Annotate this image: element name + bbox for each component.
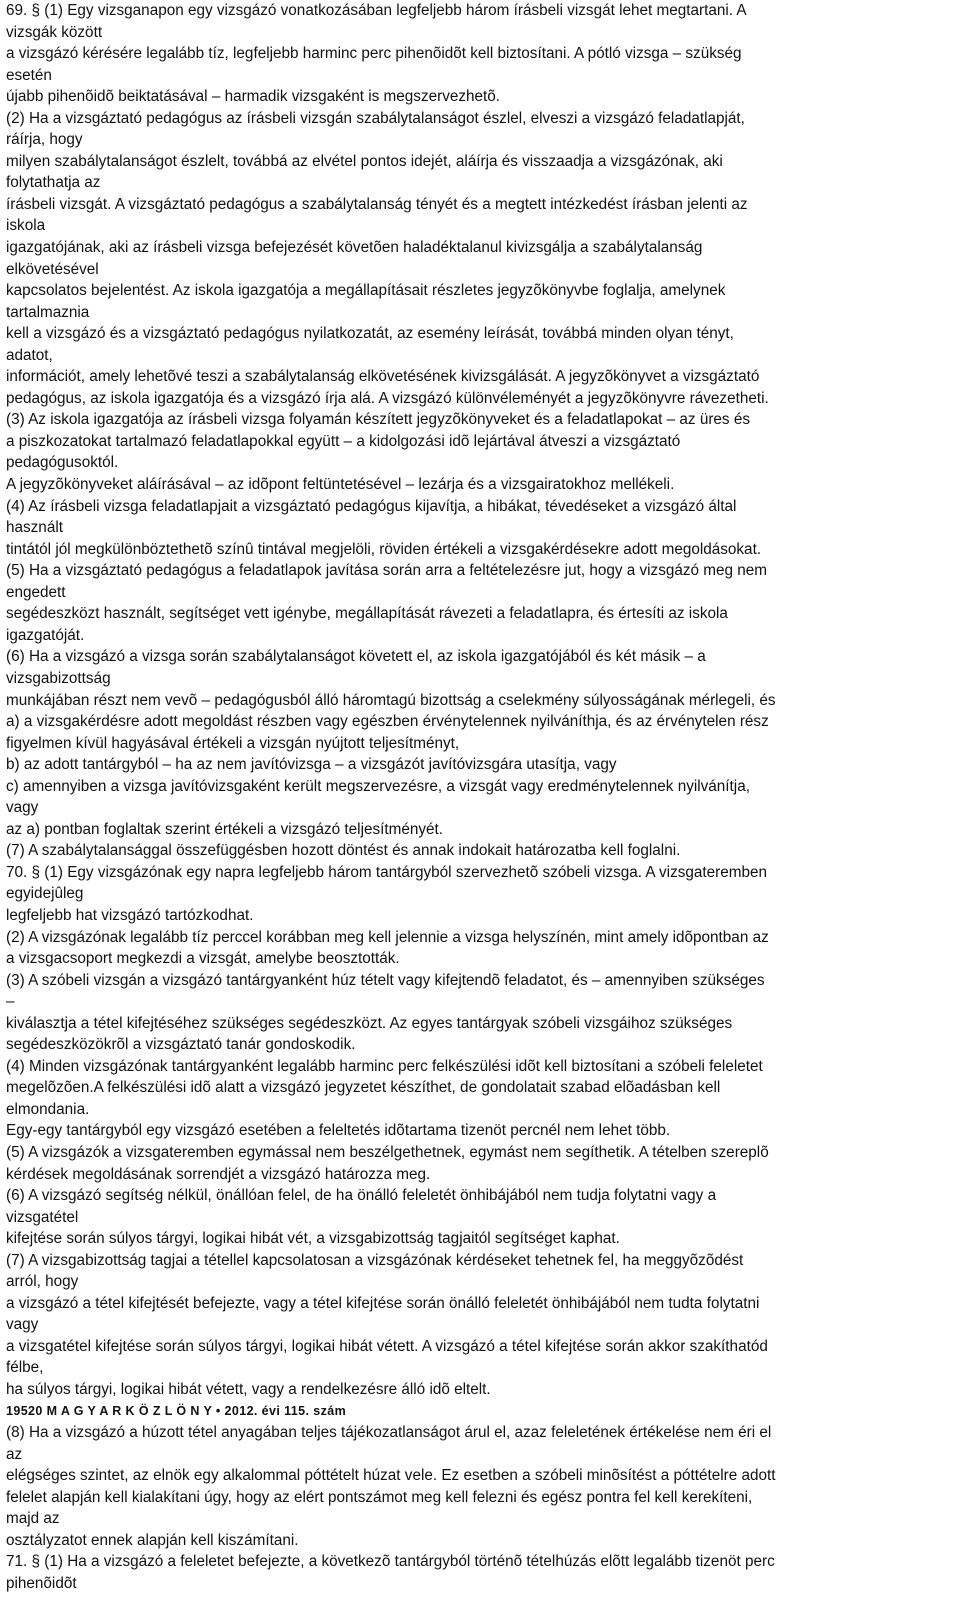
- text-line: vizsgabizottság: [6, 669, 111, 687]
- text-line: tintától jól megkülönböztethetõ színû tintával megjelöli, röviden értékeli a vizsgakérdésekre adott megoldásokat.: [6, 540, 762, 558]
- text-line: arról, hogy: [6, 1273, 79, 1291]
- text-line: (3) Az iskola igazgatója az írásbeli vizsga folyamán készített jegyzõkönyveket és a feladatlapokat – az üres és: [6, 411, 750, 429]
- text-line: az: [6, 1445, 23, 1463]
- text-line: a) a vizsgakérdésre adott megoldást részben vagy egészben érvénytelennek nyilváníthja, és az érvénytelen rész: [6, 713, 769, 731]
- text-line: milyen szabálytalanságot észlelt, továbbá az elvétel pontos idejét, aláírja és visszaadja a vizsgázónak, aki: [6, 152, 723, 170]
- text-line: segédeszközt használt, segítséget vett igénybe, megállapítását rávezeti a feladatlapra, és értesíti az iskola: [6, 605, 728, 623]
- text-line: (7) A szabálytalansággal összefüggésben hozott döntést és annak indokait határozatba kell foglalni.: [6, 842, 681, 860]
- text-line: ha súlyos tárgyi, logikai hibát vétett, vagy a rendelkezésre álló idõ eltelt.: [6, 1381, 491, 1398]
- text-line: munkájában részt nem vevõ – pedagógusból álló háromtagú bizottság a cselekmény súlyosságának mérlegeli, és: [6, 691, 776, 709]
- text-line: 71. § (1) Ha a vizsgázó a feleletet befejezte, a következõ tantárgyból történõ tételhúzás elõtt legalább tizenöt perc: [6, 1553, 775, 1571]
- text-line: (5) Ha a vizsgáztató pedagógus a feladatlapok javítása során arra a feltételezésre jut, hogy a vizsgázó meg nem: [6, 562, 768, 580]
- text-line: elégséges szintet, az elnök egy alkalommal póttételt húzat vele. Ez esetben a szóbeli minõsítést a póttételre adott: [6, 1467, 776, 1485]
- text-line: majd az: [6, 1510, 60, 1528]
- text-line: igazgatóját.: [6, 626, 85, 644]
- page-footer: 19520 M A G Y A R K Ö Z L Ö N Y • 2012. évi 115. szám: [6, 1403, 347, 1418]
- text-line: a vizsgatétel kifejtése során súlyos tárgyi, logikai hibát vétett. A vizsgázó a tétel kifejtése során akkor szakíthatód: [6, 1337, 768, 1355]
- text-line: A jegyzõkönyveket aláírásával – az idõpont feltüntetésével – lezárja és a vizsgairatokhoz mellékeli.: [6, 476, 675, 494]
- text-line: (4) Az írásbeli vizsga feladatlapjait a vizsgáztató pedagógus kijavítja, a hibákat, tévedéseket a vizsgázó által: [6, 497, 737, 515]
- text-line: kell a vizsgázó és a vizsgáztató pedagógus nyilatkozatát, az esemény leírását, továbbá minden olyan tényt,: [6, 325, 734, 343]
- text-line: (2) Ha a vizsgáztató pedagógus az írásbeli vizsgán szabálytalanságot észlel, elveszi a vizsgázó feladatlapját,: [6, 109, 745, 127]
- text-line: (4) Minden vizsgázónak tantárgyanként legalább harminc perc felkészülési idõt kell biztosítani a szóbeli feleletet: [6, 1057, 763, 1075]
- text-line: –: [6, 993, 15, 1011]
- text-line: pedagógusoktól.: [6, 454, 119, 472]
- text-line: osztályzatot ennek alapján kell kiszámítani.: [6, 1531, 299, 1549]
- text-line: elmondania.: [6, 1100, 90, 1118]
- text-line: esetén: [6, 66, 52, 84]
- text-line: félbe,: [6, 1359, 44, 1377]
- text-line: Egy-egy tantárgyból egy vizsgázó esetében a feleltetés idõtartama tizenöt percnél nem lehet több.: [6, 1122, 671, 1140]
- text-line: (6) Ha a vizsgázó a vizsga során szabálytalanságot követett el, az iskola igazgatójából és két másik – a: [6, 648, 706, 666]
- text-line: az a) pontban foglaltak szerint értékeli a vizsgázó teljesítményét.: [6, 820, 444, 838]
- text-line: újabb pihenõidõ beiktatásával – harmadik vizsgaként is megszervezhetõ.: [6, 88, 501, 106]
- text-line: adatot,: [6, 346, 53, 364]
- text-line: 69. § (1) Egy vizsganapon egy vizsgázó vonatkozásában legfeljebb három írásbeli vizsgát lehet megtartani. A: [6, 2, 747, 19]
- text-line: vizsgatétel: [6, 1208, 79, 1226]
- text-line: kapcsolatos bejelentést. Az iskola igazgatója a megállapításait részletes jegyzõkönyvbe foglalja, amelynek: [6, 282, 726, 300]
- text-line: igazgatójának, aki az írásbeli vizsga befejezését követõen haladéktalanul kivizsgálja a szabálytalanság: [6, 239, 703, 257]
- text-line: (8) Ha a vizsgázó a húzott tétel anyagában teljes tájékozatlanságot árul el, azaz feleletének értékelése nem éri el: [6, 1424, 772, 1442]
- text-line: felelet alapján kell kialakítani úgy, hogy az elért pontszámot meg kell felezni és egész pontra fel kell kerekíteni,: [6, 1488, 753, 1506]
- text-line: (5) A vizsgázók a vizsgateremben egymással nem beszélgethetnek, egymást nem segíthetik. A tételben szereplõ: [6, 1143, 769, 1161]
- text-line: vagy: [6, 799, 39, 817]
- text-line: segédeszközökrõl a vizsgáztató tanár gondoskodik.: [6, 1036, 356, 1054]
- text-line: a vizsgázó kérésére legalább tíz, legfeljebb harminc perc pihenõidõt kell biztosítani. A pótló vizsga – szükség: [6, 45, 742, 63]
- text-line: legfeljebb hat vizsgázó tartózkodhat.: [6, 906, 254, 924]
- text-line: ráírja, hogy: [6, 131, 83, 149]
- text-line: vagy: [6, 1316, 39, 1334]
- text-line: a vizsgacsoport megkezdi a vizsgát, amelybe beosztották.: [6, 950, 400, 968]
- text-line: folytathatja az: [6, 174, 101, 192]
- text-line: kiválasztja a tétel kifejtéséhez szükséges segédeszközt. Az egyes tantárgyak szóbeli vizsgáihoz szükséges: [6, 1014, 733, 1032]
- text-line: tartalmaznia: [6, 303, 90, 321]
- text-line: engedett: [6, 583, 66, 601]
- text-line: 70. § (1) Egy vizsgázónak egy napra legfeljebb három tantárgyból szervezhetõ szóbeli vizsga. A vizsgateremben: [6, 863, 768, 881]
- text-line: elkövetésével: [6, 260, 99, 278]
- text-line: (6) A vizsgázó segítség nélkül, önállóan felel, de ha önálló feleletét önhibájából nem tudja folytatni vagy a: [6, 1187, 717, 1205]
- text-line: a vizsgázó a tétel kifejtését befejezte, vagy a tétel kifejtése során önálló feleletét önhibájából nem tudta folytatni: [6, 1294, 760, 1312]
- text-line: megelõzõen.A felkészülési idõ alatt a vizsgázó jegyzetet készíthet, de gondolatait szabad elõadásban kell: [6, 1079, 721, 1097]
- text-line: információt, amely lehetõvé teszi a szabálytalanság elkövetésének kivizsgálását. A jegyzõkönyvet a vizsgáztató: [6, 368, 760, 386]
- text-line: c) amennyiben a vizsga javítóvizsgaként került megszervezésre, a vizsgát vagy eredménytelennek nyilvánítja,: [6, 777, 750, 795]
- text-line: pihenõidõt: [6, 1574, 77, 1592]
- text-line: írásbeli vizsgát. A vizsgáztató pedagógus a szabálytalanság tényét és a megtett intézkedést írásban jelenti az: [6, 195, 748, 213]
- text-line: figyelmen kívül hagyásával értékeli a vizsgán nyújtott teljesítményt,: [6, 734, 460, 752]
- text-line: iskola: [6, 217, 46, 235]
- text-line: b) az adott tantárgyból – ha az nem javítóvizsga – a vizsgázót javítóvizsgára utasítja, vagy: [6, 756, 617, 774]
- text-line: a piszkozatokat tartalmazó feladatlapokkal együtt – a kidolgozási idõ lejártával átveszi a vizsgáztató: [6, 432, 681, 450]
- text-line: használt: [6, 519, 63, 537]
- text-line: egyidejûleg: [6, 885, 84, 903]
- text-line: kérdések megoldásának sorrendjét a vizsgázó határozza meg.: [6, 1165, 431, 1183]
- text-line: kifejtése során súlyos tárgyi, logikai hibát vét, a vizsgabizottság tagjaitól segítséget kaphat.: [6, 1230, 620, 1248]
- text-line: vizsgák között: [6, 23, 103, 41]
- text-line: (2) A vizsgázónak legalább tíz perccel korábban meg kell jelennie a vizsga helyszínén, mint amely idõpontban az: [6, 928, 769, 946]
- text-line: (7) A vizsgabizottság tagjai a tétellel kapcsolatosan a vizsgázónak kérdéseket tehetnek fel, ha meggyõzõdést: [6, 1251, 744, 1269]
- text-line: (3) A szóbeli vizsgán a vizsgázó tantárgyanként húz tételt vagy kifejtendõ feladatot, és – amennyiben szükséges: [6, 971, 765, 989]
- text-line: pedagógus, az iskola igazgatója és a vizsgázó írja alá. A vizsgázó különvéleményét a jegyzõkönyvre rávezetheti.: [6, 389, 769, 407]
